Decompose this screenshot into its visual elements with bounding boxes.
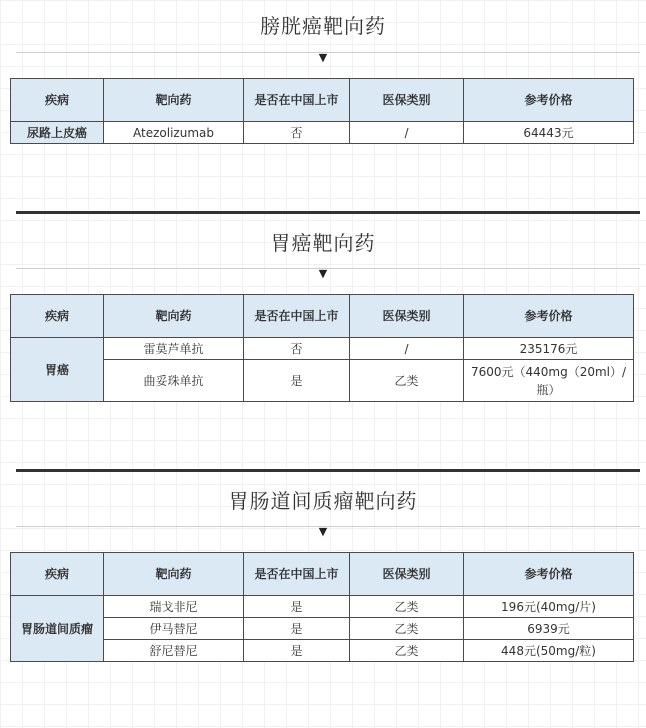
table-header-row	[11, 295, 634, 338]
gastric-drug-table	[10, 294, 634, 402]
insurance-cell: 乙类	[350, 596, 464, 618]
header-listed: 是否在中国上市	[244, 553, 350, 596]
drug-cell: 曲妥珠单抗	[104, 360, 244, 402]
section-title-gastric: 胃癌靶向药	[270, 231, 376, 255]
table-row	[11, 360, 634, 402]
gist-drug-table	[10, 552, 634, 662]
header-insurance: 医保类别	[350, 295, 464, 338]
listed-cell: 是	[244, 618, 350, 640]
table-row	[11, 338, 634, 360]
listed-cell: 否	[244, 338, 350, 360]
disease-cell: 胃肠道间质瘤	[11, 596, 104, 662]
header-insurance: 医保类别	[350, 79, 464, 122]
header-disease: 疾病	[11, 295, 104, 338]
header-disease: 疾病	[11, 553, 104, 596]
price-cell: 64443元	[464, 122, 634, 144]
section-separator	[16, 211, 640, 214]
drug-cell: 舒尼替尼	[104, 640, 244, 662]
header-insurance: 医保类别	[350, 553, 464, 596]
down-arrow-icon: ▼	[318, 51, 328, 64]
insurance-cell: 乙类	[350, 360, 464, 402]
header-price: 参考价格	[464, 553, 634, 596]
down-arrow-icon: ▼	[318, 525, 328, 538]
listed-cell: 是	[244, 596, 350, 618]
disease-cell: 尿路上皮癌	[11, 122, 104, 144]
listed-cell: 是	[244, 360, 350, 402]
insurance-cell: 乙类	[350, 640, 464, 662]
down-arrow-icon: ▼	[318, 267, 328, 280]
header-price: 参考价格	[464, 295, 634, 338]
table-row	[11, 618, 634, 640]
price-cell: 448元(50mg/粒)	[464, 640, 634, 662]
listed-cell: 否	[244, 122, 350, 144]
header-drug: 靶向药	[104, 295, 244, 338]
drug-cell: 雷莫芦单抗	[104, 338, 244, 360]
listed-cell: 是	[244, 640, 350, 662]
price-cell: 196元(40mg/片)	[464, 596, 634, 618]
drug-cell: Atezolizumab	[104, 122, 244, 144]
header-listed: 是否在中国上市	[244, 79, 350, 122]
drug-cell: 伊马替尼	[104, 618, 244, 640]
header-price: 参考价格	[464, 79, 634, 122]
table-header-row	[11, 79, 634, 122]
table-row	[11, 596, 634, 618]
header-listed: 是否在中国上市	[244, 295, 350, 338]
header-disease: 疾病	[11, 79, 104, 122]
insurance-cell: 乙类	[350, 618, 464, 640]
price-cell: 6939元	[464, 618, 634, 640]
table-row	[11, 640, 634, 662]
price-cell: 7600元（440mg（20ml）/瓶）	[464, 360, 634, 402]
table-header-row	[11, 553, 634, 596]
disease-cell: 胃癌	[11, 338, 104, 402]
insurance-cell: /	[350, 122, 464, 144]
drug-cell: 瑞戈非尼	[104, 596, 244, 618]
section-title-bladder: 膀胱癌靶向药	[260, 14, 386, 38]
header-drug: 靶向药	[104, 553, 244, 596]
section-separator	[16, 469, 640, 472]
bladder-drug-table	[10, 78, 634, 144]
price-cell: 235176元	[464, 338, 634, 360]
table-row	[11, 122, 634, 144]
section-title-gist: 胃肠道间质瘤靶向药	[228, 489, 418, 513]
header-drug: 靶向药	[104, 79, 244, 122]
insurance-cell: /	[350, 338, 464, 360]
